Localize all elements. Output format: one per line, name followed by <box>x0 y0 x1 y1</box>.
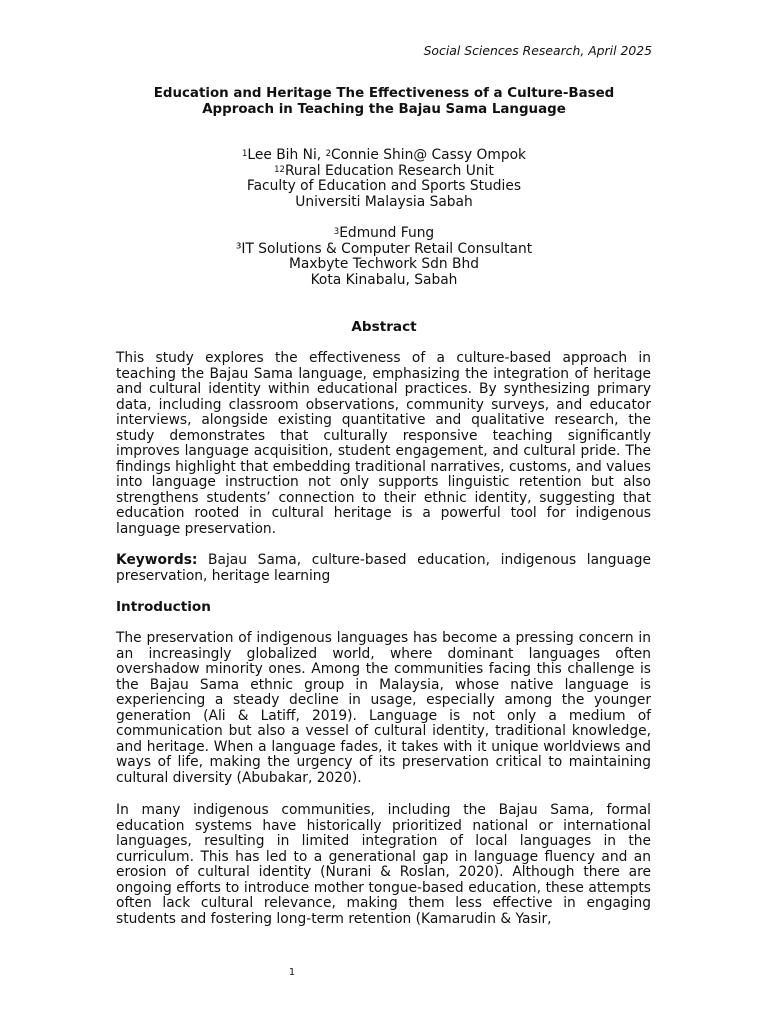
author-affiliations <box>116 148 652 288</box>
author-names-line <box>116 226 652 242</box>
introduction-paragraph: In many indigenous communities, including the Bajau Sama, formal education systems have historically prioritized national or international languages, resulting in limited integration of local languages in the curriculum. This has led to a generational gap in language fluency and an erosion of cultural identity (Nurani & Roslan, 2020). Although there are ongoing efforts to introduce mother tongue-based education, these attempts often lack cultural relevance, making them less effective in engaging students and fostering long-term retention (Kamarudin & Yasir, <box>116 802 651 927</box>
introduction-paragraph: The preservation of indigenous languages has become a pressing concern in an increasingly globalized world, where dominant languages often overshadow minority ones. Among the communities facing this challenge is the Bajau Sama ethnic group in Malaysia, whose native language is experiencing a steady decline in usage, especially among the younger generation (Ali & Latiff, 2019). Language is not only a medium of communication but also a vessel of cultural identity, traditional knowledge, and heritage. When a language fades, it takes with it unique worldviews and ways of life, making the urgency of its preservation critical to maintaining cultural diversity (Abubakar, 2020). <box>116 630 651 786</box>
affiliation-faculty: Faculty of Education and Sports Studies <box>246 178 522 195</box>
keywords <box>116 553 651 584</box>
affiliation-line <box>116 164 652 180</box>
abstract-text: This study explores the effectiveness of a culture-based approach in teaching the Bajau Sama language, emphasizing the integration of heritage and cultural identity within educational practices. By synthesizing primary data, including classroom observations, community surveys, and educator interviews, alongside existing quantitative and qualitative research, the study demonstrates that culturally responsive teaching significantly improves language acquisition, student engagement, and cultural pride. The findings highlight that embedding traditional narratives, customs, and values into language instruction not only supports linguistic retention but also strengthens students’ connection to their ethnic identity, suggesting that education rooted in cultural heritage is a powerful tool for indigenous language preservation. <box>116 350 651 538</box>
journal-header: Social Sciences Research, April 2025 <box>423 43 652 58</box>
title-line: Approach in Teaching the Bajau Sama Language <box>202 102 566 117</box>
page-number: 1 <box>289 967 296 978</box>
keywords-label: Keywords: <box>116 552 198 568</box>
affiliation-location: Kota Kinabalu, Sabah <box>310 271 458 288</box>
affiliation-marker: 12 <box>274 164 285 175</box>
abstract-heading: Abstract <box>351 319 417 335</box>
affiliation-unit: Rural Education Research Unit <box>284 162 494 179</box>
paper-title <box>116 86 652 118</box>
author-names-line <box>116 148 652 164</box>
author-name: Edmund Fung <box>339 224 435 241</box>
introduction-heading: Introduction <box>116 599 211 615</box>
author-name: Connie Shin@ Cassy Ompok <box>330 147 527 163</box>
author-name: Lee Bih Ni, <box>247 147 326 163</box>
affiliation-university: Universiti Malaysia Sabah <box>295 193 473 210</box>
title-line: Education and Heritage The Effectiveness of a Culture-Based <box>153 86 615 101</box>
affiliation-marker: 3 <box>333 226 340 237</box>
affiliation-marker: 2 <box>325 149 331 159</box>
keywords-text: Bajau Sama, culture-based education, indigenous language preservation, heritage learning <box>116 552 651 584</box>
affiliation-company: Maxbyte Techwork Sdn Bhd <box>288 256 480 273</box>
affiliation-marker: 1 <box>241 149 248 159</box>
affiliation-role: ³IT Solutions & Computer Retail Consultant <box>235 240 533 257</box>
